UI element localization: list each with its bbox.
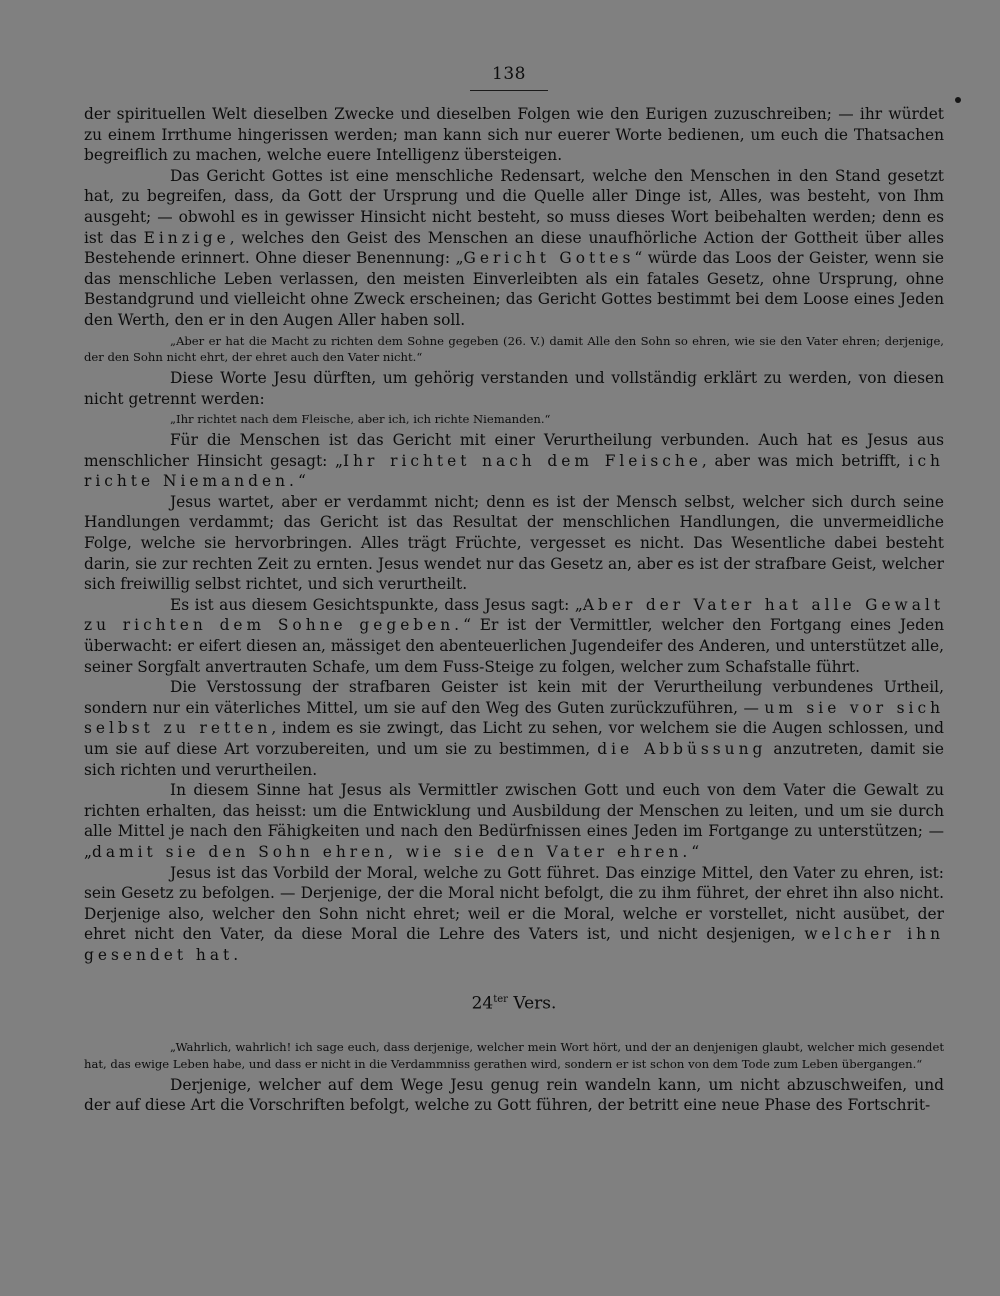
- margin-dot-mark: [955, 97, 961, 103]
- text-run: In diesem Sinne hat Jesus als Vermittler zwischen Gott und euch von dem Vater die Gewalt zu richten erhalten, das heisst: um die Entwicklung und Ausbildung der Menschen zu leiten, und um sie durch alle Mittel je nach den Fähigkeiten und nach den Bedürfnissen eines Jeden im Fortgange zu unterstützen; — „: [84, 781, 944, 861]
- page-number: 138: [492, 64, 526, 84]
- bible-quote-2: „Ihr richtet nach dem Fleische, aber ich, ich richte Niemanden.“: [170, 412, 551, 427]
- paragraph-8: [84, 780, 944, 862]
- text-run: Die Verstossung der strafbaren Geister ist kein mit der Verurtheilung verbundenes Urtheil, sondern nur ein väterliches Mittel, um sie auf den Weg des Guten zurückzuführen, —: [84, 678, 944, 717]
- text-run: anzutreten, damit sie sich richten und verurtheilen.: [84, 740, 945, 779]
- paragraph-7: [84, 677, 944, 780]
- spaced-emphasis: welcher ihn gesendet hat.: [84, 925, 945, 964]
- verse-number: 24: [471, 993, 494, 1014]
- text-run: “: [297, 472, 306, 491]
- paragraph-3: Diese Worte Jesu dürften, um gehörig verstanden und vollständig erklärt zu werden, von diesen nicht getrennt werden:: [84, 369, 944, 408]
- verse-ordinal-suffix: ter: [493, 993, 508, 1005]
- verse-heading: [84, 988, 944, 1016]
- spaced-emphasis: Gericht Gottes: [463, 249, 635, 268]
- text-run: “: [691, 842, 700, 861]
- paragraph-2: [84, 166, 944, 331]
- spaced-emphasis: Einzige: [143, 228, 230, 247]
- text-run: Für die Menschen ist das Gericht mit einer Verurtheilung verbunden. Auch hat es Jesus aus menschlicher Hinsicht gesagt: „: [84, 431, 944, 470]
- paragraph-5: Jesus wartet, aber er verdammt nicht; denn es ist der Mensch selbst, welcher sich durch seine Handlungen verdammt; das Gericht ist das Resultat der menschlichen Handlungen, die unvermeidliche Folge, welche sie hervorbringen. Alles trägt Früchte, vergesset es nicht. Das Wesentliche dabei besteht darin, sie zur rechten Zeit zu ernten. Jesus wendet nur das Gesetz an, aber es ist der strafbare Geist, welcher sich freiwillig selbst richtet, und sich verurtheilt.: [84, 492, 944, 594]
- page-number-rule: [470, 90, 548, 91]
- spaced-emphasis: Ihr richtet nach dem Fleische: [343, 451, 702, 470]
- paragraph-1: der spirituellen Welt dieselben Zwecke und dieselben Folgen wie den Eurigen zuzuschreiben; — ihr würdet zu einem Irrthume hingerissen werden; man kann sich nur euerer Worte bedienen, um euch die Thatsachen begreiflich zu machen, welche euere Intelligenz übersteigen.: [84, 105, 944, 165]
- text-run: Es ist aus diesem Gesichtspunkte, dass Jesus sagt: „: [170, 595, 583, 614]
- paragraph-6: [84, 595, 944, 677]
- paragraph-10: Derjenige, welcher auf dem Wege Jesu genug rein wandeln kann, um nicht abzuschweifen, und der auf diese Art die Vorschriften befolgt, welche zu Gott führen, der betritt eine neue Phase des Fortschrit-: [84, 1075, 944, 1115]
- text-run: Jesus ist das Vorbild der Moral, welche zu Gott führet. Das einzige Mittel, den Vater zu ehren, ist: sein Gesetz zu befolgen. — Derjenige, der die Moral nicht befolgt, die zu ihm führet, der ehret ihn also nicht. Derjenige also, welcher den Sohn nicht ehret; weil er die Moral, welche er vorstellet, nicht ausübet, der ehret nicht den Vater, da diese Moral die Lehre des Vaters ist, und nicht desjenigen,: [84, 863, 944, 944]
- spaced-emphasis: Aber der Vater hat alle Gewalt zu richten dem Sohne gegeben.: [84, 595, 945, 635]
- text-run: “ würde das Loos der Geister, wenn sie das menschliche Leben verlassen, den meisten Einverleibten als ein fatales Gesetz, ohne Ursprung, ohne Bestandgrund und vielleicht ohne Zweck erscheinen; das Gericht Gottes bestimmt bei dem Loose eines Jeden den Werth, den er in den Augen Aller haben soll.: [84, 249, 944, 329]
- text-run: , aber was mich betrifft,: [701, 451, 909, 470]
- body-text: [84, 104, 944, 1116]
- text-run: , indem es sie zwingt, das Licht zu sehen, vor welchem sie die Augen schlossen, und um sie auf diese Art vorzubereiten, und um sie zu bestimmen,: [84, 719, 944, 759]
- text-run: Das Gericht Gottes ist eine menschliche Redensart, welche den Menschen in den Stand gesetzt hat, zu begreifen, dass, da Gott der Ursprung und die Quelle aller Dinge ist, Alles, was besteht, von Ihm ausgeht; — obwohl es in gewisser Hinsicht nicht besteht, so muss dieses Wort beibehalten werden; denn es ist das: [84, 166, 944, 247]
- text-run: , welches den Geist des Menschen an diese unaufhörliche Action der Gottheit über alles Bestehende erinnert. Ohne dieser Benennung: „: [84, 228, 945, 268]
- paragraph-4: [84, 430, 944, 492]
- bible-quote-1: „Aber er hat die Macht zu richten dem Sohne gegeben (26. V.) damit Alle den Sohn so ehren, wie sie den Vater ehren; derjenige, der den Sohn nicht ehrt, der ehret auch den Vater nicht.“: [84, 333, 944, 365]
- spaced-emphasis: um sie vor sich selbst zu retten: [84, 698, 944, 738]
- text-run: “ Er ist der Vermittler, welcher den Fortgang eines Jeden überwacht: er eifert diesen an, mässiget den abenteuerlichen Jugendeifer des Anderen, und unterstützet alle, seiner Sorgfalt anvertrauten Schafe, um dem Fuss-Steige zu folgen, welcher zum Schafstalle führt.: [84, 616, 944, 676]
- spaced-emphasis: ich richte Niemanden.: [84, 451, 944, 491]
- bible-quote-3: „Wahrlich, wahrlich! ich sage euch, dass derjenige, welcher mein Wort hört, und der an denjenigen glaubt, welcher mich gesendet hat, das ewige Leben habe, und dass er nicht in die Verdammniss gerathen wird, sondern er ist schon von dem Tode zum Leben übergangen.“: [84, 1040, 944, 1071]
- spaced-emphasis: damit sie den Sohn ehren, wie sie den Vater ehren.: [91, 842, 692, 861]
- paragraph-9: [84, 863, 944, 966]
- verse-label: Vers.: [513, 993, 557, 1014]
- spaced-emphasis: die Abbüssung: [597, 740, 767, 759]
